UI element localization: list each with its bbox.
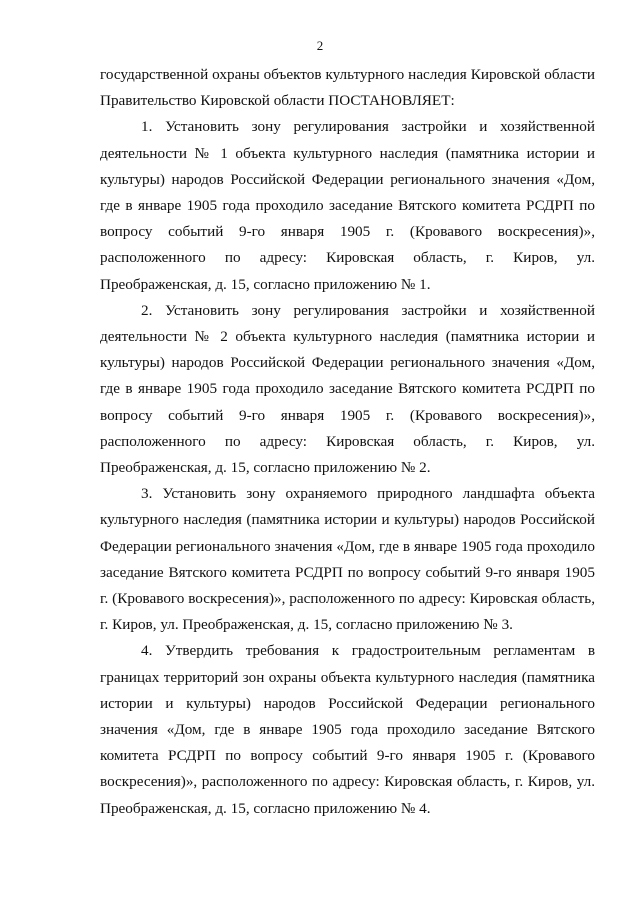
paragraph-item-1: 1. Установить зону регулирования застройки и хозяйственной деятельности № 1 объекта культурного наследия (памятника истории и культуры) народов Российской Федерации регионального значения «Дом, где в январе 1905 года проходило заседание Вятского комитета РСДРП по вопросу событий 9-го января 1905 г. (Кровавого воскресения)», расположенного по адресу: Кировская область, г. Киров, ул. Преображенская, д. 15, согласно приложению № 1. — [100, 118, 595, 293]
document-body — [100, 62, 595, 822]
page-number: 2 — [316, 38, 324, 53]
paragraph-item-2: 2. Установить зону регулирования застройки и хозяйственной деятельности № 2 объекта культурного наследия (памятника истории и культуры) народов Российской Федерации регионального значения «Дом, где в январе 1905 года проходило заседание Вятского комитета РСДРП по вопросу событий 9-го января 1905 г. (Кровавого воскресения)», расположенного по адресу: Кировская область, г. Киров, ул. Преображенская, д. 15, согласно приложению № 2. — [100, 301, 595, 477]
paragraph-item-4: 4. Утвердить требования к градостроительным регламентам в границах территорий зон охраны объекта культурного наследия (памятника истории и культуры) народов Российской Федерации регионального значения «Дом, где в январе 1905 года проходило заседание Вятского комитета РСДРП по вопросу событий 9-го января 1905 г. (Кровавого воскресения)», расположенного по адресу: Кировская область, г. Киров, ул. Преображенская, д. 15, согласно приложению № 4. — [100, 642, 595, 817]
paragraph-item-3: 3. Установить зону охраняемого природного ландшафта объекта культурного наследия (памятника истории и культуры) народов Российской Федерации регионального значения «Дом, где в январе 1905 года проходило заседание Вятского комитета РСДРП по вопросу событий 9-го января 1905 г. (Кровавого воскресения)», расположенного по адресу: Кировская область, г. Киров, ул. Преображенская, д. 15, согласно приложению № 3. — [100, 485, 595, 634]
paragraph-intro: государственной охраны объектов культурного наследия Кировской области Правительство Кировской области ПОСТАНОВЛЯЕТ: — [100, 66, 595, 110]
